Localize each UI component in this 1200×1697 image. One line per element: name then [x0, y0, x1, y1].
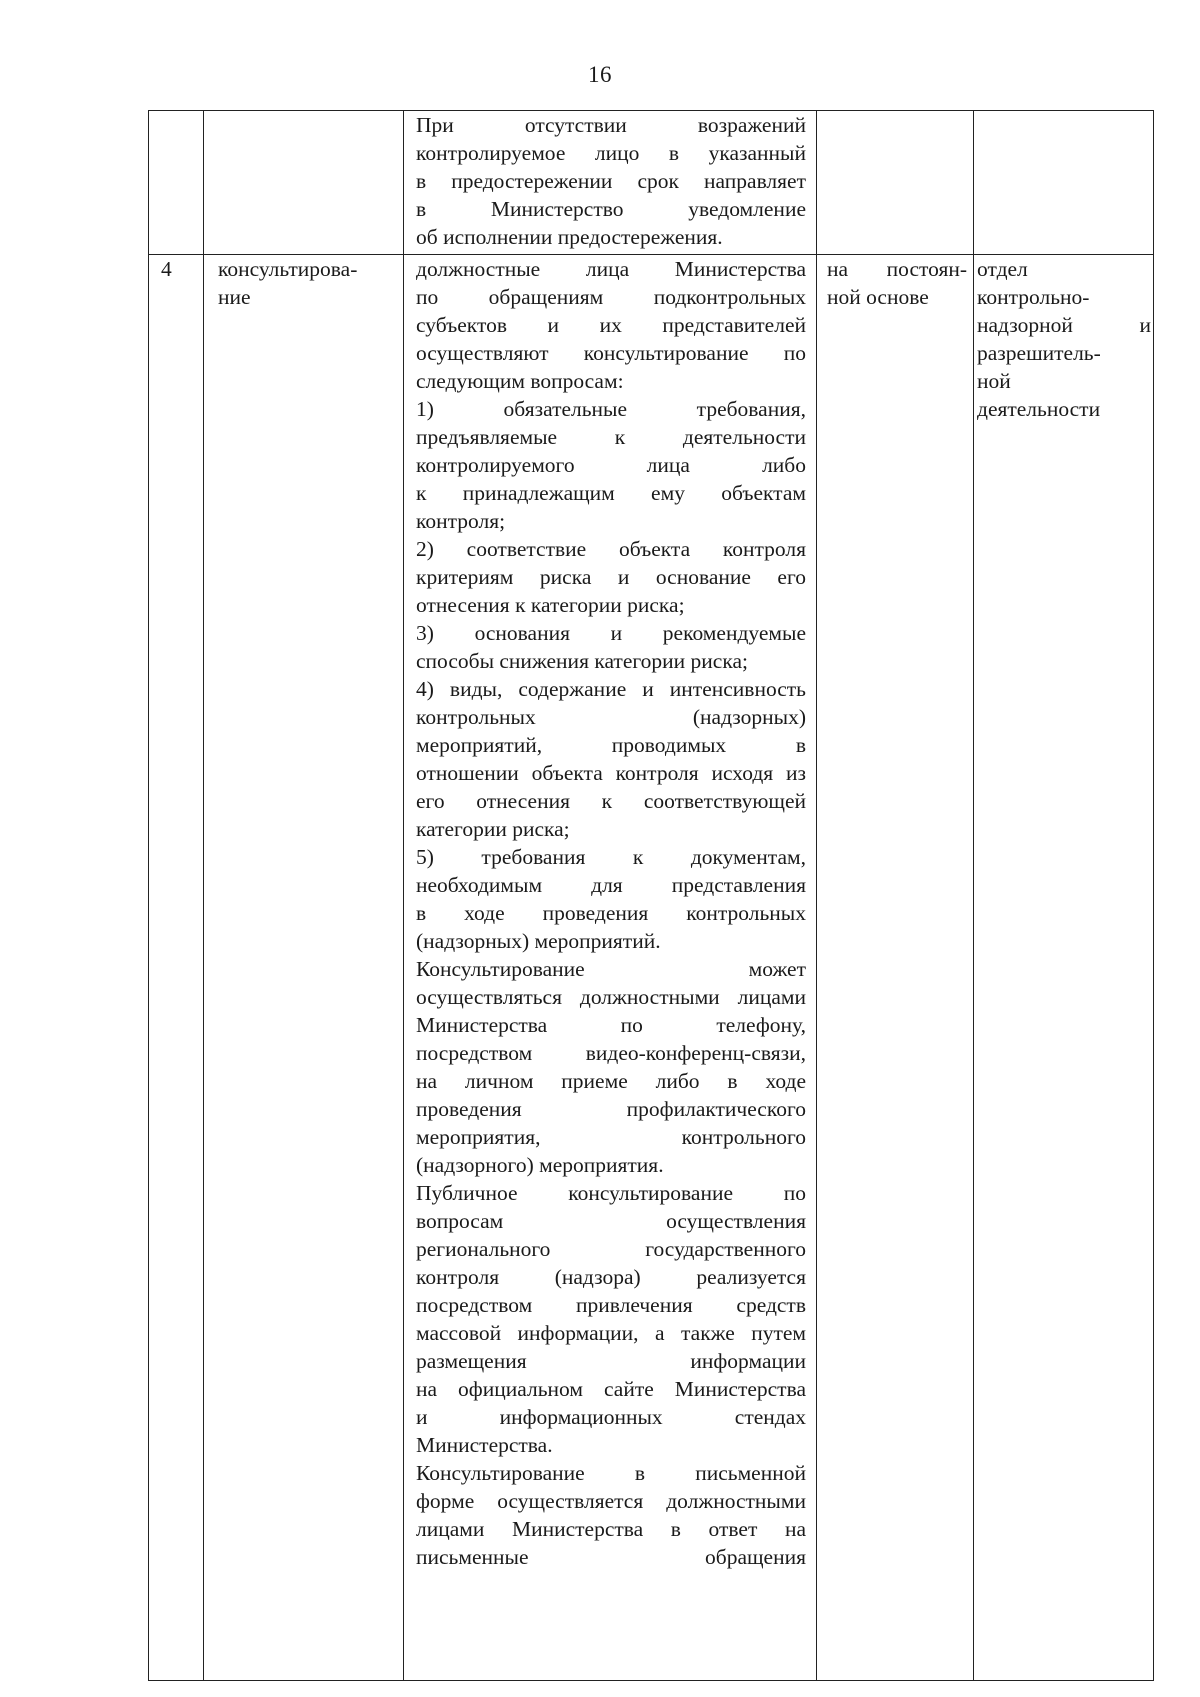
text-line: контролируемого лица либо: [416, 453, 806, 477]
text-line: проведения профилактического: [416, 1097, 806, 1121]
text-line: (надзорных) мероприятий.: [416, 929, 661, 953]
cell-number: [149, 255, 204, 1681]
cell-responsible: [974, 255, 1154, 1681]
cell-content: [404, 111, 817, 255]
text-line: отнесения к категории риска;: [416, 593, 685, 617]
text-line: 1) обязательные требования,: [416, 397, 806, 421]
text-line: контрольно-: [977, 285, 1090, 309]
text-line: должностные лица Министерства: [416, 257, 806, 281]
measure-name-line: ние: [218, 285, 251, 309]
text-line: лицами Министерства в ответ на: [416, 1517, 806, 1541]
text-line: осуществляют консультирование по: [416, 341, 806, 365]
text-line: его отнесения к соответствующей: [416, 789, 806, 813]
text-line: в Министерство уведомление: [416, 197, 806, 221]
measure-name-line: консультирова-: [218, 257, 358, 281]
text-line: 2) соответствие объекта контроля: [416, 537, 806, 561]
text-line: осуществляться должностными лицами: [416, 985, 806, 1009]
text-line: разрешитель-: [977, 341, 1101, 365]
text-line: 5) требования к документам,: [416, 845, 806, 869]
cell-number: [149, 111, 204, 255]
text-line: предъявляемые к деятельности: [416, 425, 806, 449]
text-line: категории риска;: [416, 817, 570, 841]
text-line: письменные обращения: [416, 1545, 806, 1569]
cell-measure-name: [204, 111, 404, 255]
cell-responsible: [974, 111, 1154, 255]
text-line: на личном приеме либо в ходе: [416, 1069, 806, 1093]
text-line: необходимым для представления: [416, 873, 806, 897]
text-line: контроля (надзора) реализуется: [416, 1265, 806, 1289]
text-line: в предостережении срок направляет: [416, 169, 806, 193]
text-line: форме осуществляется должностными: [416, 1489, 806, 1513]
text-line: субъектов и их представителей: [416, 313, 806, 337]
text-line: отношении объекта контроля исходя из: [416, 761, 806, 785]
measures-table: [148, 110, 1154, 1681]
text-line: массовой информации, а также путем: [416, 1321, 806, 1345]
text-line: регионального государственного: [416, 1237, 806, 1261]
text-line: к принадлежащим ему объектам: [416, 481, 806, 505]
cell-content: [404, 255, 817, 1681]
page-number: 16: [588, 62, 612, 87]
text-line: размещения информации: [416, 1349, 806, 1373]
text-line: следующим вопросам:: [416, 369, 624, 393]
text-line: Публичное консультирование по: [416, 1181, 806, 1205]
text-line: контрольных (надзорных): [416, 705, 806, 729]
text-line: способы снижения категории риска;: [416, 649, 748, 673]
text-line: Министерства по телефону,: [416, 1013, 806, 1037]
table-row: [149, 111, 1154, 255]
text-line: Министерства.: [416, 1433, 553, 1457]
text-line: на официальном сайте Министерства: [416, 1377, 806, 1401]
cell-timing: [817, 111, 974, 255]
text-line: Консультирование в письменной: [416, 1461, 806, 1485]
text-line: об исполнении предостережения.: [416, 225, 723, 249]
text-line: по обращениям подконтрольных: [416, 285, 806, 309]
text-line: на постоян-: [827, 257, 967, 281]
text-line: ной: [977, 369, 1011, 393]
cell-measure-name: [204, 255, 404, 1681]
row-number: 4: [161, 257, 172, 281]
text-line: мероприятия, контрольного: [416, 1125, 806, 1149]
text-line: контролируемое лицо в указанный: [416, 141, 806, 165]
text-line: При отсутствии возражений: [416, 113, 806, 137]
text-line: посредством привлечения средств: [416, 1293, 806, 1317]
text-line: (надзорного) мероприятия.: [416, 1153, 664, 1177]
text-line: в ходе проведения контрольных: [416, 901, 806, 925]
text-line: деятельности: [977, 397, 1101, 421]
text-line: надзорной и: [977, 313, 1151, 337]
text-line: мероприятий, проводимых в: [416, 733, 806, 757]
text-line: и информационных стендах: [416, 1405, 806, 1429]
text-line: отдел: [977, 257, 1028, 281]
text-line: критериям риска и основание его: [416, 565, 806, 589]
text-line: вопросам осуществления: [416, 1209, 806, 1233]
cell-timing: [817, 255, 974, 1681]
text-line: посредством видео-конференц-связи,: [416, 1041, 806, 1065]
text-line: 4) виды, содержание и интенсивность: [416, 677, 806, 701]
text-line: ной основе: [827, 285, 929, 309]
text-line: 3) основания и рекомендуемые: [416, 621, 806, 645]
text-line: контроля;: [416, 509, 506, 533]
text-line: Консультирование может: [416, 957, 806, 981]
table-row: [149, 255, 1154, 1681]
